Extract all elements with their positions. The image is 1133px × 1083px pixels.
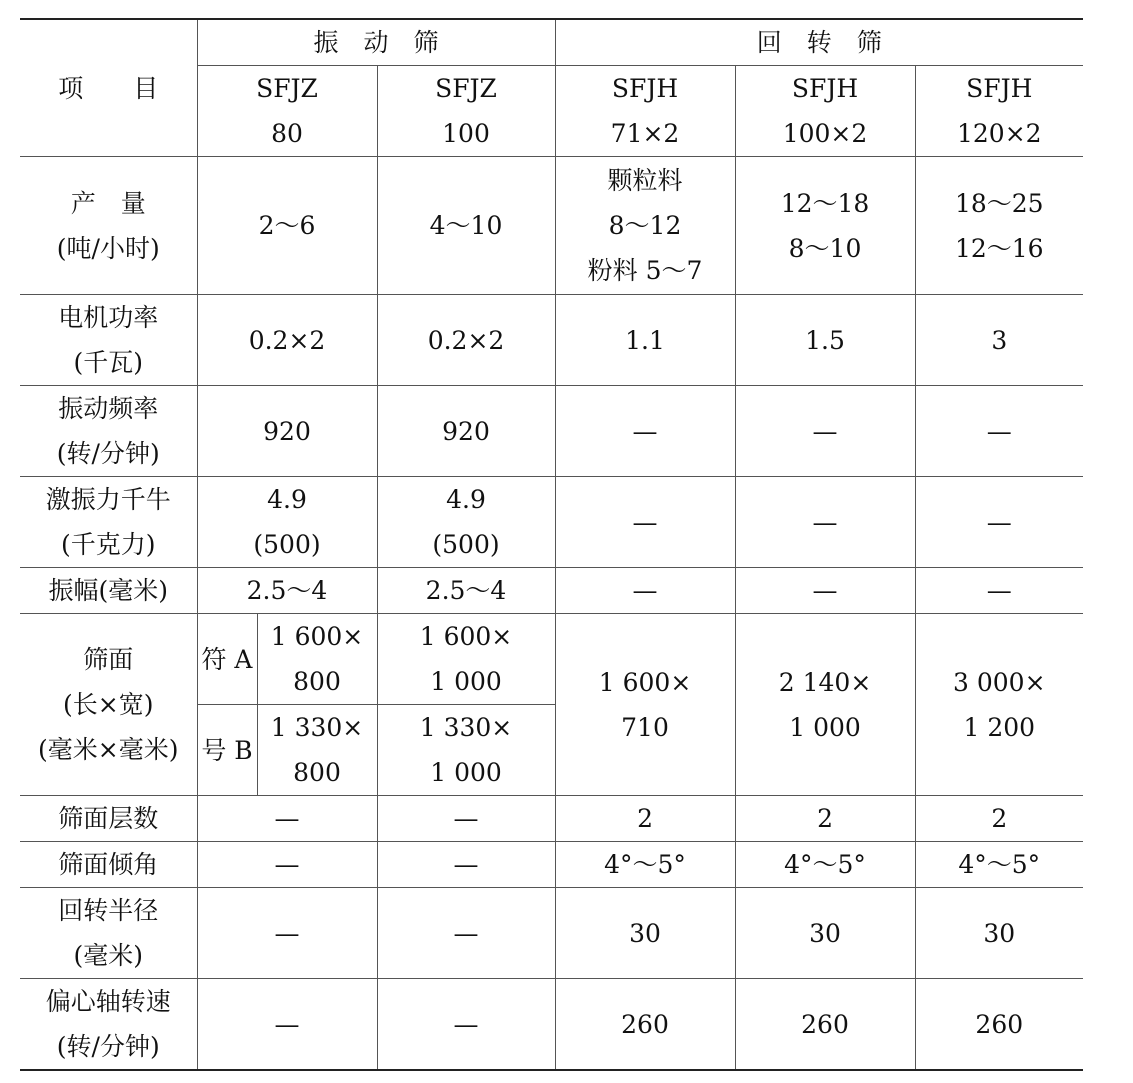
row-radius-label-2: (毫米) bbox=[73, 941, 143, 970]
radius-cell-1: — bbox=[197, 888, 377, 979]
radius-cell-2: — bbox=[377, 888, 555, 979]
force-cell-5: — bbox=[915, 477, 1083, 568]
shaft-cell-5: 260 bbox=[915, 979, 1083, 1071]
force-cell-4: — bbox=[735, 477, 915, 568]
screen-a-cell-1 bbox=[257, 614, 377, 705]
spec-table-sheet bbox=[20, 18, 1083, 1071]
amplitude-cell-3: — bbox=[555, 568, 735, 614]
row-force bbox=[20, 477, 1083, 568]
row-screen-label-2: (长×宽) bbox=[63, 690, 154, 719]
model-5-size: 120×2 bbox=[956, 119, 1042, 148]
row-capacity bbox=[20, 157, 1083, 295]
screen-cell-3-line-2: 710 bbox=[621, 712, 669, 742]
force-cell-3: — bbox=[555, 477, 735, 568]
row-screen-a bbox=[20, 614, 1083, 705]
capacity-cell-5-line-2: 12～16 bbox=[954, 233, 1044, 263]
frequency-cell-4: — bbox=[735, 386, 915, 477]
power-cell-4: 1.5 bbox=[735, 295, 915, 386]
row-frequency-label bbox=[20, 386, 197, 477]
row-layers bbox=[20, 796, 1083, 842]
capacity-cell-4-line-1: 12～18 bbox=[780, 188, 870, 218]
power-cell-1: 0.2×2 bbox=[197, 295, 377, 386]
angle-cell-1: — bbox=[197, 842, 377, 888]
layers-cell-3: 2 bbox=[555, 796, 735, 842]
row-force-label bbox=[20, 477, 197, 568]
capacity-cell-3-line-2: 8～12 bbox=[608, 211, 682, 240]
row-screen-label-3: (毫米×毫米) bbox=[38, 735, 179, 764]
model-cell-3 bbox=[555, 66, 735, 157]
row-force-label-2: (千克力) bbox=[60, 530, 156, 559]
model-4-size: 100×2 bbox=[782, 119, 868, 148]
row-frequency-label-2: (转/分钟) bbox=[56, 439, 160, 468]
capacity-cell-3-line-3: 粉料 5～7 bbox=[587, 256, 703, 285]
screen-cell-4 bbox=[735, 614, 915, 796]
row-power-label-2: (千瓦) bbox=[73, 348, 143, 377]
model-cell-2 bbox=[377, 66, 555, 157]
row-radius-label-1: 回转半径 bbox=[58, 896, 159, 925]
screen-b-cell-1 bbox=[257, 705, 377, 796]
row-layers-label: 筛面层数 bbox=[20, 796, 197, 842]
force-cell-1 bbox=[197, 477, 377, 568]
row-screen-label bbox=[20, 614, 197, 796]
row-amplitude bbox=[20, 568, 1083, 614]
screen-b-cell-1-line-1: 1 330× bbox=[270, 713, 364, 742]
model-3-size: 71×2 bbox=[610, 119, 680, 148]
amplitude-cell-5: — bbox=[915, 568, 1083, 614]
amplitude-cell-1: 2.5～4 bbox=[197, 568, 377, 614]
model-cell-5 bbox=[915, 66, 1083, 157]
header-group-vibrating-label: 振 动 筛 bbox=[313, 28, 439, 57]
model-cell-4 bbox=[735, 66, 915, 157]
shaft-cell-4: 260 bbox=[735, 979, 915, 1071]
row-force-label-1: 激振力千牛 bbox=[45, 485, 171, 514]
screen-spec-table bbox=[20, 18, 1083, 1071]
header-row-groups bbox=[20, 19, 1083, 66]
power-cell-2: 0.2×2 bbox=[377, 295, 555, 386]
capacity-cell-4 bbox=[735, 157, 915, 295]
model-5-name: SFJH bbox=[966, 74, 1033, 103]
screen-a-cell-1-line-2: 800 bbox=[293, 667, 341, 696]
screen-symbol-a: 符 A bbox=[197, 614, 257, 705]
row-power bbox=[20, 295, 1083, 386]
shaft-cell-1: — bbox=[197, 979, 377, 1071]
model-1-size: 80 bbox=[271, 119, 303, 148]
row-radius-label bbox=[20, 888, 197, 979]
row-frequency bbox=[20, 386, 1083, 477]
screen-b-cell-2 bbox=[377, 705, 555, 796]
screen-symbol-b: 号 B bbox=[197, 705, 257, 796]
screen-cell-4-line-2: 1 000 bbox=[789, 712, 861, 742]
row-shaft-label bbox=[20, 979, 197, 1071]
force-cell-2-line-2: (500) bbox=[432, 530, 500, 559]
force-cell-2-line-1: 4.9 bbox=[446, 485, 486, 514]
header-group-vibrating bbox=[197, 19, 555, 66]
screen-a-cell-2-line-1: 1 600× bbox=[419, 622, 513, 651]
screen-b-cell-2-line-2: 1 000 bbox=[430, 758, 502, 787]
angle-cell-4: 4°～5° bbox=[735, 842, 915, 888]
row-capacity-label-1: 产 量 bbox=[70, 188, 146, 218]
angle-cell-3: 4°～5° bbox=[555, 842, 735, 888]
row-angle-label: 筛面倾角 bbox=[20, 842, 197, 888]
angle-cell-5: 4°～5° bbox=[915, 842, 1083, 888]
row-shaft bbox=[20, 979, 1083, 1071]
radius-cell-4: 30 bbox=[735, 888, 915, 979]
screen-a-cell-2 bbox=[377, 614, 555, 705]
model-cell-1 bbox=[197, 66, 377, 157]
row-screen-label-1: 筛面 bbox=[83, 645, 134, 674]
header-item-cell bbox=[20, 19, 197, 157]
row-shaft-label-1: 偏心轴转速 bbox=[45, 987, 171, 1016]
header-item-label: 项 目 bbox=[58, 73, 159, 103]
model-1-name: SFJZ bbox=[256, 74, 318, 103]
row-radius bbox=[20, 888, 1083, 979]
screen-cell-5-line-1: 3 000× bbox=[953, 667, 1046, 697]
force-cell-1-line-2: (500) bbox=[253, 530, 321, 559]
force-cell-2 bbox=[377, 477, 555, 568]
model-2-name: SFJZ bbox=[435, 74, 497, 103]
capacity-cell-5 bbox=[915, 157, 1083, 295]
model-2-size: 100 bbox=[442, 119, 490, 148]
row-power-label-1: 电机功率 bbox=[58, 303, 159, 332]
row-angle bbox=[20, 842, 1083, 888]
row-amplitude-label: 振幅(毫米) bbox=[20, 568, 197, 614]
capacity-cell-4-line-2: 8～10 bbox=[788, 233, 862, 263]
row-shaft-label-2: (转/分钟) bbox=[56, 1032, 160, 1061]
power-cell-3: 1.1 bbox=[555, 295, 735, 386]
shaft-cell-3: 260 bbox=[555, 979, 735, 1071]
model-3-name: SFJH bbox=[611, 74, 679, 103]
force-cell-1-line-1: 4.9 bbox=[267, 485, 307, 514]
row-power-label bbox=[20, 295, 197, 386]
amplitude-cell-2: 2.5～4 bbox=[377, 568, 555, 614]
radius-cell-3: 30 bbox=[555, 888, 735, 979]
screen-b-cell-1-line-2: 800 bbox=[293, 758, 341, 787]
header-group-rotary bbox=[555, 19, 1083, 66]
angle-cell-2: — bbox=[377, 842, 555, 888]
screen-cell-4-line-1: 2 140× bbox=[778, 667, 872, 697]
layers-cell-5: 2 bbox=[915, 796, 1083, 842]
capacity-cell-3-line-1: 颗粒料 bbox=[607, 166, 683, 195]
layers-cell-4: 2 bbox=[735, 796, 915, 842]
screen-cell-3-line-1: 1 600× bbox=[598, 667, 692, 697]
model-4-name: SFJH bbox=[791, 74, 859, 103]
screen-cell-3 bbox=[555, 614, 735, 796]
capacity-cell-3 bbox=[555, 157, 735, 295]
frequency-cell-2: 920 bbox=[377, 386, 555, 477]
frequency-cell-3: — bbox=[555, 386, 735, 477]
row-capacity-label bbox=[20, 157, 197, 295]
capacity-cell-1: 2～6 bbox=[197, 157, 377, 295]
layers-cell-1: — bbox=[197, 796, 377, 842]
capacity-cell-5-line-1: 18～25 bbox=[954, 188, 1044, 218]
radius-cell-5: 30 bbox=[915, 888, 1083, 979]
screen-a-cell-1-line-1: 1 600× bbox=[270, 622, 364, 651]
amplitude-cell-4: — bbox=[735, 568, 915, 614]
screen-cell-5-line-2: 1 200 bbox=[963, 712, 1036, 742]
frequency-cell-5: — bbox=[915, 386, 1083, 477]
power-cell-5: 3 bbox=[915, 295, 1083, 386]
capacity-cell-2: 4～10 bbox=[377, 157, 555, 295]
layers-cell-2: — bbox=[377, 796, 555, 842]
shaft-cell-2: — bbox=[377, 979, 555, 1071]
screen-b-cell-2-line-1: 1 330× bbox=[419, 713, 513, 742]
row-capacity-label-2: (吨/小时) bbox=[56, 233, 160, 263]
header-group-rotary-label: 回 转 筛 bbox=[756, 28, 882, 57]
frequency-cell-1: 920 bbox=[197, 386, 377, 477]
screen-a-cell-2-line-2: 1 000 bbox=[430, 667, 502, 696]
screen-cell-5 bbox=[915, 614, 1083, 796]
row-frequency-label-1: 振动频率 bbox=[58, 394, 159, 423]
